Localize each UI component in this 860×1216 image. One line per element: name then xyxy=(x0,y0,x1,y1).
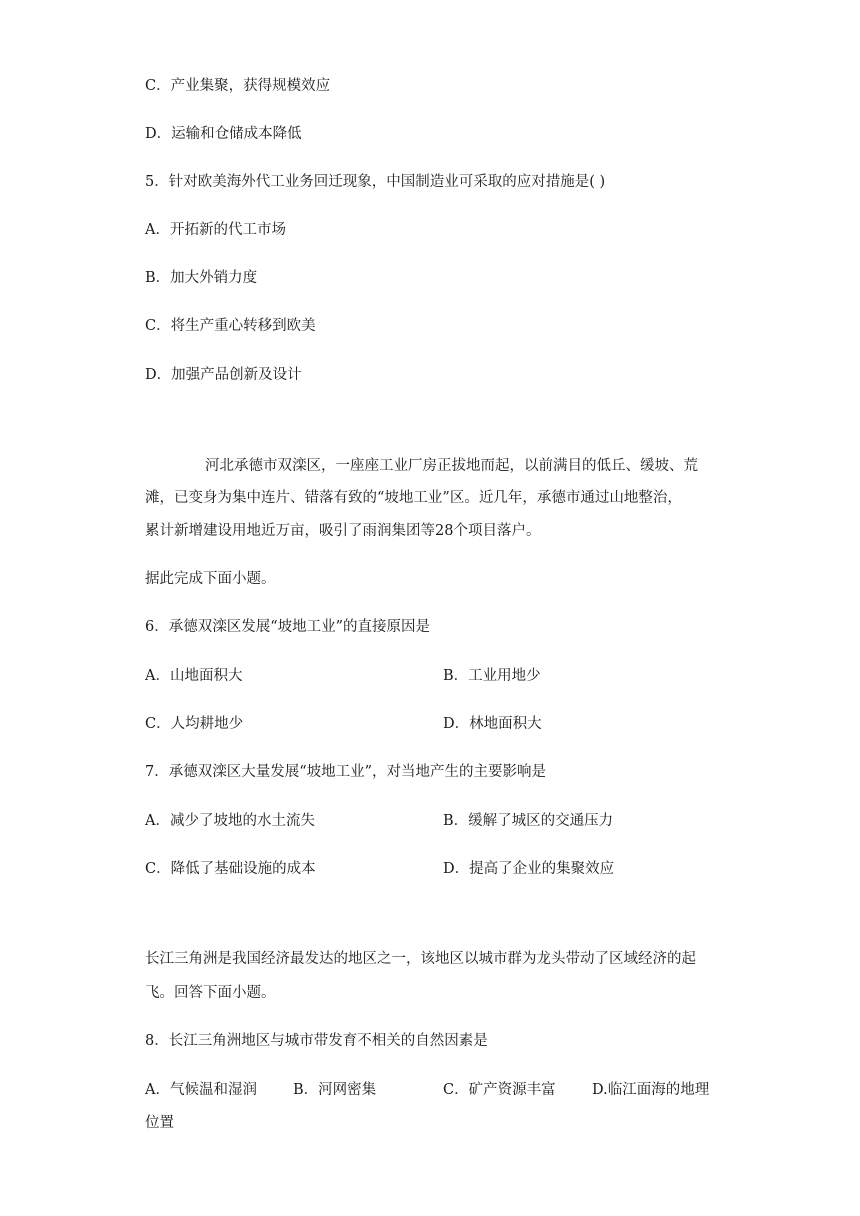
passage3-line1: 长江三角洲是我国经济最发达的地区之一，该地区以城市群为龙头带动了区域经济的起 xyxy=(145,951,696,967)
q8-option-c: C．矿产资源丰富 xyxy=(443,1082,556,1098)
passage2-instruction: 据此完成下面小题。 xyxy=(145,571,276,587)
q6-option-a: A．山地面积大 xyxy=(145,668,243,684)
q6-stem: 6．承德双滦区发展“坡地工业”的直接原因是 xyxy=(145,619,431,635)
q8-option-d: D.临江面海的地理 xyxy=(592,1082,710,1098)
q7-option-b: B．缓解了城区的交通压力 xyxy=(443,813,614,829)
q6-option-b: B．工业用地少 xyxy=(443,668,541,684)
passage2-line1: 河北承德市双滦区，一座座工业厂房正拔地而起，以前满目的低丘、缓坡、荒 xyxy=(205,458,698,474)
q4-option-d: D．运输和仓储成本降低 xyxy=(145,126,302,142)
q7-option-c: C．降低了基础设施的成本 xyxy=(145,861,316,877)
passage3-line2: 飞。回答下面小题。 xyxy=(145,985,276,1001)
q5-stem: 5．针对欧美海外代工业务回迁现象，中国制造业可采取的应对措施是( ) xyxy=(145,174,606,190)
q7-stem: 7．承德双滦区大量发展“坡地工业”，对当地产生的主要影响是 xyxy=(145,764,547,780)
q8-option-b: B．河网密集 xyxy=(293,1082,377,1098)
q4-option-c: C．产业集聚，获得规模效应 xyxy=(145,78,331,94)
q5-option-c: C．将生产重心转移到欧美 xyxy=(145,318,316,334)
q5-option-b: B．加大外销力度 xyxy=(145,270,258,286)
q6-option-d: D．林地面积大 xyxy=(443,716,542,732)
q8-option-d-continuation: 位置 xyxy=(145,1115,174,1131)
q7-option-d: D．提高了企业的集聚效应 xyxy=(443,861,615,877)
q8-option-a: A．气候温和湿润 xyxy=(145,1082,257,1098)
passage2-line3: 累计新增建设用地近万亩，吸引了雨润集团等28个项目落户。 xyxy=(145,523,541,539)
q7-option-a: A．减少了坡地的水土流失 xyxy=(145,813,315,829)
q6-option-c: C．人均耕地少 xyxy=(145,716,244,732)
passage2-line2: 滩，已变身为集中连片、错落有致的“坡地工业”区。近几年，承德市通过山地整治， xyxy=(145,490,682,506)
q5-option-d: D．加强产品创新及设计 xyxy=(145,367,302,383)
q5-option-a: A．开拓新的代工市场 xyxy=(145,222,286,238)
q8-stem: 8．长江三角洲地区与城市带发育不相关的自然因素是 xyxy=(145,1033,488,1049)
